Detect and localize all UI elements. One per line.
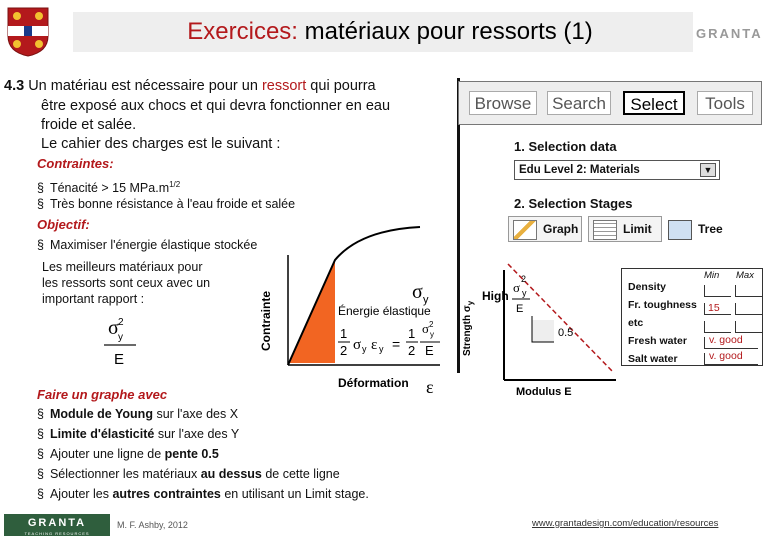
resources-link[interactable]: www.grantadesign.com/education/resources — [532, 518, 719, 529]
browse-button[interactable]: Browse — [469, 91, 537, 115]
formula-E: E — [114, 351, 125, 368]
tasks-heading: Faire un graphe avec — [37, 387, 168, 402]
energy-epsilon-sub: y — [379, 344, 384, 354]
limit-stage-button[interactable] — [588, 216, 662, 242]
task-bold: pente 0.5 — [164, 447, 219, 461]
exercise-text: Un matériau est nécessaire pour un — [28, 78, 262, 94]
ratio-formula — [100, 312, 150, 370]
tree-icon — [668, 220, 692, 240]
toughness-min-value: 15 — [708, 302, 720, 314]
density-max-field[interactable] — [735, 285, 762, 297]
best-materials-line-3: important rapport : — [42, 292, 145, 306]
best-materials-line-1: Les meilleurs matériaux pour — [42, 260, 203, 274]
graph-icon — [513, 220, 537, 240]
task-bold: autres contraintes — [112, 487, 221, 501]
chevron-down-icon[interactable]: ▼ — [700, 163, 716, 177]
limit-stage-label: Limit — [623, 222, 652, 236]
epsilon-symbol: ε — [426, 377, 434, 395]
title-prefix: Exercices: — [187, 18, 298, 45]
task-bold: au dessus — [200, 467, 262, 481]
sigma-label: σ — [412, 281, 423, 303]
best-materials-line-2: les ressorts sont ceux avec un — [42, 276, 211, 290]
task-bold: Module de Young — [49, 407, 153, 421]
constraints-heading: Contraintes: — [37, 156, 114, 171]
objective-heading: Objectif: — [37, 217, 90, 232]
task-item-3 — [37, 447, 219, 462]
selection-stages-title: 2. Selection Stages — [514, 196, 633, 211]
formula-sub-y: y — [118, 332, 123, 343]
graph-stage-button[interactable] — [508, 216, 582, 242]
task-text: Sélectionner les matériaux — [49, 467, 201, 481]
exercise-line-4: Le cahier des charges est le suivant : — [41, 136, 281, 152]
energy-sigma-sub: y — [362, 344, 367, 354]
salt-water-value: v. good — [709, 350, 743, 362]
footer-logo-text: GRANTA — [27, 517, 87, 529]
footer-logo-sub: TEACHING RESOURCES — [24, 531, 90, 536]
sigma-sub: y — [423, 294, 429, 306]
chart-square: 2 — [521, 274, 527, 284]
etc-min-field[interactable] — [704, 321, 731, 333]
author-credit: M. F. Ashby, 2012 — [117, 520, 188, 530]
y-axis-label: Contrainte — [259, 291, 273, 351]
task-text: de cette ligne — [261, 467, 340, 481]
selection-data-title: 1. Selection data — [514, 139, 617, 154]
graph-stage-label: Graph — [543, 222, 579, 236]
exercise-line-3: froide et salée. — [41, 117, 137, 133]
slope-triangle-bg — [532, 320, 554, 342]
select-button[interactable]: Select — [623, 91, 685, 115]
task-item-4 — [37, 467, 340, 482]
chart-sub-y: y — [522, 288, 527, 298]
energy-sigma: σ — [353, 337, 362, 353]
task-text: sur l'axe des Y — [154, 427, 240, 441]
half-num: 1 — [340, 326, 348, 341]
limit-row-salt-water: Salt water — [628, 353, 678, 365]
x-axis-label: Déformation — [338, 376, 409, 390]
chart-x-label: Modulus E — [516, 386, 572, 398]
selection-chart — [456, 258, 618, 400]
exercise-number: 4.3 — [4, 78, 25, 94]
exercise-line-1 — [4, 78, 376, 95]
slope-label: 0.5 — [558, 327, 574, 339]
density-min-field[interactable] — [704, 285, 731, 297]
min-header: Min — [704, 270, 720, 281]
frac-E: E — [425, 343, 434, 358]
task-item-5 — [37, 487, 369, 502]
task-text: Ajouter une ligne de — [49, 447, 165, 461]
database-select[interactable] — [514, 160, 720, 180]
exercise-keyword: ressort — [261, 78, 307, 94]
tools-button[interactable]: Tools — [697, 91, 753, 115]
frac-sub: y — [430, 330, 434, 339]
constraint-text: Ténacité > 15 MPa.m — [49, 181, 170, 196]
constraint-toughness — [37, 177, 180, 196]
formula-square: 2 — [118, 317, 124, 328]
search-button[interactable]: Search — [547, 91, 611, 115]
constraint-exponent: 1/2 — [169, 180, 181, 189]
granta-logo: GRANTA — [696, 26, 763, 41]
frac-square: 2 — [429, 320, 434, 329]
limit-row-etc: etc — [628, 317, 644, 329]
fresh-water-value: v. good — [709, 334, 743, 346]
limit-row-density: Density — [628, 281, 666, 293]
exercise-line-2: être exposé aux chocs et qui devra fonctionner en eau — [41, 98, 391, 114]
limit-stage-panel — [621, 268, 763, 366]
task-item-2 — [37, 427, 239, 442]
tree-stage-button[interactable] — [668, 216, 723, 242]
equals-sign: = — [392, 336, 401, 352]
high-label: High — [482, 289, 509, 303]
limit-row-toughness: Fr. toughness — [628, 299, 697, 311]
chart-E: E — [516, 303, 524, 315]
stress-strain-diagram — [240, 225, 455, 395]
constraint-water: § Très bonne résistance à l'eau froide et salée — [37, 197, 295, 212]
task-text: Ajouter les — [49, 487, 113, 501]
footer-granta-logo — [4, 514, 110, 536]
frac-num-1: 1 — [408, 326, 416, 341]
energy-label: Énergie élastique — [338, 304, 431, 318]
exercise-text: qui pourra — [306, 78, 376, 94]
chart-y-label-sub: y — [466, 300, 475, 306]
task-text: en utilisant un Limit stage. — [220, 487, 369, 501]
limit-icon — [593, 220, 617, 240]
page-title — [0, 12, 780, 52]
title-rest: matériaux pour ressorts (1) — [297, 18, 593, 45]
task-text: sur l'axe des X — [152, 407, 239, 421]
max-header: Max — [736, 270, 754, 281]
formula-sigma: σ — [108, 317, 119, 339]
frac-den-2: 2 — [408, 343, 416, 358]
etc-max-field[interactable] — [735, 321, 762, 333]
toughness-max-field[interactable] — [735, 303, 762, 315]
limit-row-fresh-water: Fresh water — [628, 335, 687, 347]
frac-sigma: σ — [422, 321, 430, 336]
ces-toolbar — [458, 81, 762, 125]
task-bold: Limite d'élasticité — [49, 427, 155, 441]
objective-item: § Maximiser l'énergie élastique stockée — [37, 238, 257, 253]
chart-y-label — [462, 300, 475, 356]
tree-stage-label: Tree — [698, 222, 723, 236]
energy-epsilon: ε — [371, 337, 378, 353]
university-crest-icon — [6, 6, 50, 58]
half-den: 2 — [340, 343, 348, 358]
database-select-value: Edu Level 2: Materials — [519, 164, 640, 176]
chart-sigma: σ — [513, 280, 521, 295]
task-item-1 — [37, 407, 238, 422]
chart-y-label-text: Strength σ — [462, 305, 473, 356]
